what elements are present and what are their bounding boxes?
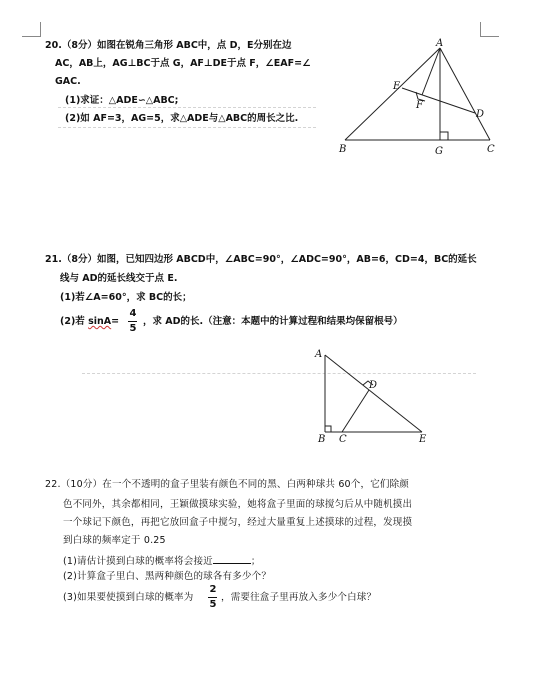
q21-part-2 [60, 316, 119, 328]
q20-part-1: (1)求证：△ADE∽△ABC; [65, 95, 179, 106]
q22-part-1 [63, 554, 261, 568]
q21-quadrilateral-figure [312, 347, 442, 447]
fig-label-F: F [416, 100, 423, 111]
fig-label-D: D [369, 380, 378, 391]
fig-label-D: D [476, 109, 485, 120]
q21-frac-bar [128, 321, 137, 322]
q21-frac-denominator: 5 [129, 323, 137, 334]
q21-line-2: 线与 AD的延长线交于点 E. [60, 273, 178, 284]
q22-part-3-rest: ，需要往盒子里再放入多少个白球？ [221, 592, 377, 603]
q22-frac-bar [208, 597, 217, 598]
fig-label-A: A [315, 349, 323, 360]
fig-label-E: E [393, 81, 401, 92]
q20-triangle-figure [330, 38, 505, 160]
fig-label-A: A [436, 38, 444, 49]
q22-frac-numerator: 2 [209, 584, 217, 595]
q20-line-2: AC，AB上，AG⊥BC于点 G，AF⊥DE于点 F，∠EAF=∠ [55, 58, 311, 69]
q21-part-2-prefix: (2)若 [60, 316, 89, 327]
q22-line-1: 22.（10分）在一个不透明的盒子里装有颜色不同的黑、白两种球共 60个，它们除颜 [45, 479, 410, 490]
q22-part-1-end: ； [250, 556, 261, 567]
q22-line-3: 一个球记下颜色，再把它放回盒子中搅匀，经过大量重复上述摸球的过程，发现摸 [63, 517, 413, 528]
page-corner-mark-left [22, 22, 41, 37]
fig-label-B: B [339, 144, 347, 155]
q20-line-3: GAC. [55, 76, 81, 87]
q21-equals: = [111, 316, 120, 327]
q21-part-2-rest: ，求 AD的长.（注意：本题中的计算过程和结果均保留根号） [143, 316, 403, 327]
fig-label-B: B [318, 434, 326, 445]
page-corner-mark-right [480, 22, 499, 37]
dashed-guide [58, 127, 316, 128]
q22-part-1-text: (1)请估计摸到白球的概率将会接近 [63, 556, 213, 567]
q20-part-2: (2)如 AF=3，AG=5，求△ADE与△ABC的周长之比. [65, 113, 299, 124]
q20-line-1: 20.（8分）如图在锐角三角形 ABC中，点 D，E分别在边 [45, 40, 292, 51]
q21-sina: sinA [88, 316, 112, 327]
answer-blank [213, 554, 251, 564]
q22-frac-denominator: 5 [209, 599, 217, 610]
q22-part-2: (2)计算盒子里白、黑两种颜色的球各有多少个？ [63, 571, 272, 582]
q22-part-3-prefix: (3)如果要使摸到白球的概率为 [63, 592, 194, 603]
fig-label-G: G [435, 146, 443, 157]
q22-line-4: 到白球的频率定于 0.25 [63, 535, 166, 546]
dashed-guide [58, 107, 316, 108]
fig-label-C: C [487, 144, 495, 155]
fig-label-C: C [339, 434, 347, 445]
q21-part-1: (1)若∠A=60°，求 BC的长； [60, 292, 192, 303]
q22-line-2: 色不同外，其余都相同，王颖做摸球实验，她将盒子里面的球搅匀后从中随机摸出 [63, 499, 413, 510]
q21-line-1: 21.（8分）如图，已知四边形 ABCD中，∠ABC=90°，∠ADC=90°，AB=6，CD=4，BC的延长 [45, 254, 477, 265]
q21-frac-numerator: 4 [129, 308, 137, 319]
fig-label-E: E [419, 434, 427, 445]
